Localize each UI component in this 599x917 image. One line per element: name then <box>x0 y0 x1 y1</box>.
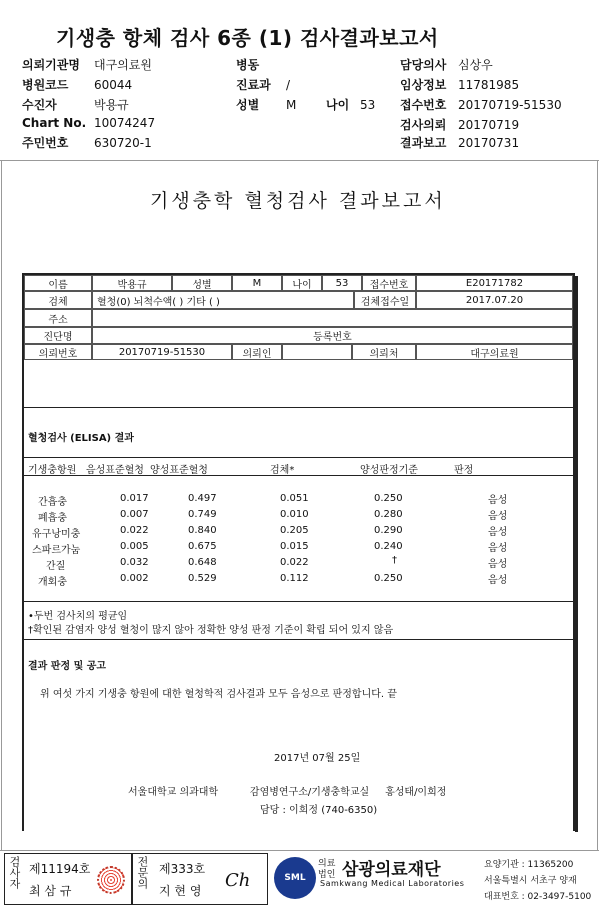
result-cell: 음성 <box>488 559 508 570</box>
dept-value: / <box>286 78 291 92</box>
address-label: 주소 <box>24 309 92 327</box>
receipt-value: E20171782 <box>416 275 573 291</box>
positive-cell: 0.648 <box>188 557 217 568</box>
receipt-label: 접수번호 <box>400 98 447 112</box>
requester-value <box>282 344 352 360</box>
conclusion-label: 결과 판정 및 공고 <box>28 661 107 672</box>
chart-field <box>22 116 155 130</box>
positive-cell: 0.675 <box>188 541 217 552</box>
sex-label: 성별 <box>172 275 232 291</box>
antigen-cell: 스파르가눔 <box>32 545 81 556</box>
sub-title: 기생충학 혈청검사 결과보고서 <box>150 190 446 212</box>
divider <box>24 639 573 640</box>
signature-footer <box>0 850 599 917</box>
col-negative: 음성표준혈청 <box>86 465 144 476</box>
pathologist-name: 지 현 영 <box>159 884 202 898</box>
registration-label: 등록번호 <box>92 327 573 344</box>
seal-icon <box>97 866 125 894</box>
inspector-box <box>4 853 132 905</box>
note-dagger: †확인된 감염자 양성 혈청이 많지 않아 정확한 양성 판정 기준이 확립 되어 있지 않음 <box>28 625 394 636</box>
code-field <box>22 76 132 93</box>
negative-cell: 0.022 <box>120 525 149 536</box>
institution-code: 요양기관 : 11365200 <box>484 860 574 870</box>
dept-field <box>236 76 290 93</box>
sample-cell: 0.112 <box>280 573 309 584</box>
sample-cell: 0.205 <box>280 525 309 536</box>
sample-cell: 0.015 <box>280 541 309 552</box>
report-form <box>22 273 575 831</box>
foundation-address: 서울특별시 서초구 양재 <box>484 876 577 886</box>
request-place-value: 대구의료원 <box>416 344 573 360</box>
resident-label: 주민번호 <box>22 136 69 150</box>
request-field <box>400 116 519 133</box>
col-antigen: 기생충항원 <box>28 465 77 476</box>
report-date-label: 결과보고 <box>400 136 447 150</box>
sex-label: 성별 <box>236 98 260 112</box>
note-average: •두번 검사치의 평균임 <box>28 611 128 622</box>
divider <box>24 457 573 458</box>
request-no-value: 20170719-51530 <box>92 344 232 360</box>
positive-cell: 0.840 <box>188 525 217 536</box>
patient-value: 박용규 <box>94 98 129 112</box>
cutoff-cell: † <box>392 555 397 566</box>
report-date: 2017년 07월 25일 <box>274 753 361 764</box>
negative-cell: 0.007 <box>120 509 149 520</box>
report-date-value: 20170731 <box>458 136 520 150</box>
antigen-cell: 유구낭미충 <box>32 529 81 540</box>
divider <box>24 601 573 602</box>
sex-field <box>236 96 296 113</box>
receipt-label: 접수번호 <box>362 275 416 291</box>
institution: 서울대학교 의과대학 감염병연구소/기생충학교실 홍성태/이희정 <box>128 787 447 798</box>
resident-field <box>22 134 152 151</box>
negative-cell: 0.002 <box>120 573 149 584</box>
clinical-label: 임상정보 <box>400 78 447 92</box>
request-label: 검사의뢰 <box>400 118 447 132</box>
doctor-label: 담당의사 <box>400 58 447 72</box>
code-value: 60044 <box>94 78 133 92</box>
cutoff-cell: 0.250 <box>374 493 403 504</box>
receipt-value: 20170719-51530 <box>458 98 562 112</box>
conclusion-text: 위 여섯 가지 기생충 항원에 대한 혈청학적 검사결과 모두 음성으로 판정합니다. 끝 <box>40 689 397 700</box>
sample-cell: 0.010 <box>280 509 309 520</box>
cutoff-cell: 0.240 <box>374 541 403 552</box>
patient-label: 수진자 <box>22 98 57 112</box>
age-label: 나이 <box>282 275 322 291</box>
divider <box>575 276 578 832</box>
foundation-logo: SML <box>274 857 316 899</box>
cutoff-cell: 0.250 <box>374 573 403 584</box>
sample-cell: 0.051 <box>280 493 309 504</box>
receipt-field <box>400 96 562 113</box>
result-cell: 음성 <box>488 527 508 538</box>
col-cutoff: 양성판정기준 <box>360 465 418 476</box>
specimen-label: 검체 <box>24 291 92 309</box>
hospital-label: 의뢰기관명 <box>22 58 80 72</box>
age-field <box>326 96 375 113</box>
result-cell: 음성 <box>488 495 508 506</box>
request-no-label: 의뢰번호 <box>24 344 92 360</box>
signature-mark: Ch <box>225 870 251 891</box>
chart-value: 10074247 <box>94 116 156 130</box>
code-label: 병원코드 <box>22 78 69 92</box>
pathologist-vertical-text: 전문의 <box>136 856 149 889</box>
clinical-value: 11781985 <box>458 78 520 92</box>
dept-label: 진료과 <box>236 78 271 92</box>
col-sample: 검체* <box>270 465 295 476</box>
inspector-vertical-label <box>7 856 21 893</box>
foundation-name: 삼광의료재단 <box>342 860 441 880</box>
col-result: 판정 <box>454 465 474 476</box>
age-value: 53 <box>322 275 362 291</box>
divider <box>24 407 573 408</box>
foundation-phone: 대표번호 : 02-3497-5100 <box>484 892 592 902</box>
positive-cell: 0.749 <box>188 509 217 520</box>
sex-value: M <box>232 275 282 291</box>
inspector-license: 제11194호 <box>29 862 91 876</box>
doctor-value: 심상우 <box>458 58 493 72</box>
divider <box>597 160 598 850</box>
sample-cell: 0.022 <box>280 557 309 568</box>
foundation-english-name: Samkwang Medical Laboratories <box>320 879 465 888</box>
chart-label: Chart No. <box>22 116 87 130</box>
result-cell: 음성 <box>488 543 508 554</box>
name-label: 이름 <box>24 275 92 291</box>
antigen-cell: 간흡충 <box>38 497 67 508</box>
clinical-field <box>400 76 519 93</box>
inspector-vertical-text: 검사자 <box>8 856 21 889</box>
result-cell: 음성 <box>488 511 508 522</box>
doctor-field <box>400 56 493 73</box>
negative-cell: 0.017 <box>120 493 149 504</box>
hospital-field <box>22 56 152 73</box>
patient-field <box>22 96 129 113</box>
col-positive: 양성표준혈청 <box>150 465 208 476</box>
diagnosis-label: 진단명 <box>24 327 92 344</box>
name-value: 박용규 <box>92 275 172 291</box>
report-title: 기생충 항체 검사 6종 (1) 검사결과보고서 <box>56 26 439 50</box>
report-date-field <box>400 134 519 151</box>
negative-cell: 0.032 <box>120 557 149 568</box>
specimen-value: 혈청(0) 뇌척수액( ) 기타 ( ) <box>92 291 354 309</box>
antigen-cell: 폐흡충 <box>38 513 67 524</box>
resident-value: 630720-1 <box>94 136 152 150</box>
address-value <box>92 309 573 327</box>
specimen-date-label: 검체접수일 <box>354 291 416 309</box>
pathologist-vertical-label <box>135 856 149 893</box>
positive-cell: 0.529 <box>188 573 217 584</box>
age-label: 나이 <box>326 98 350 112</box>
report-header <box>0 52 599 152</box>
sex-value: M <box>286 98 297 112</box>
corp-type: 의료법인 <box>318 859 336 880</box>
cutoff-cell: 0.290 <box>374 525 403 536</box>
elisa-section-label: 혈청검사 (ELISA) 결과 <box>28 433 134 444</box>
age-value: 53 <box>360 98 376 112</box>
positive-cell: 0.497 <box>188 493 217 504</box>
request-place-label: 의뢰처 <box>352 344 416 360</box>
antigen-cell: 간질 <box>46 561 66 572</box>
negative-cell: 0.005 <box>120 541 149 552</box>
inspector-name: 최 삼 규 <box>29 884 72 898</box>
pathologist-license: 제333호 <box>159 862 206 876</box>
divider <box>24 475 573 476</box>
result-cell: 음성 <box>488 575 508 586</box>
ward-label: 병동 <box>236 58 260 72</box>
divider <box>1 160 2 850</box>
divider <box>0 160 599 161</box>
hospital-value: 대구의료원 <box>94 58 152 72</box>
contact: 담당 : 이희정 (740-6350) <box>260 805 378 816</box>
specimen-date-value: 2017.07.20 <box>416 291 573 309</box>
requester-label: 의뢰인 <box>232 344 282 360</box>
cutoff-cell: 0.280 <box>374 509 403 520</box>
request-value: 20170719 <box>458 118 520 132</box>
antigen-cell: 개회충 <box>38 577 67 588</box>
pathologist-box <box>132 853 268 905</box>
ward-field <box>236 56 286 73</box>
